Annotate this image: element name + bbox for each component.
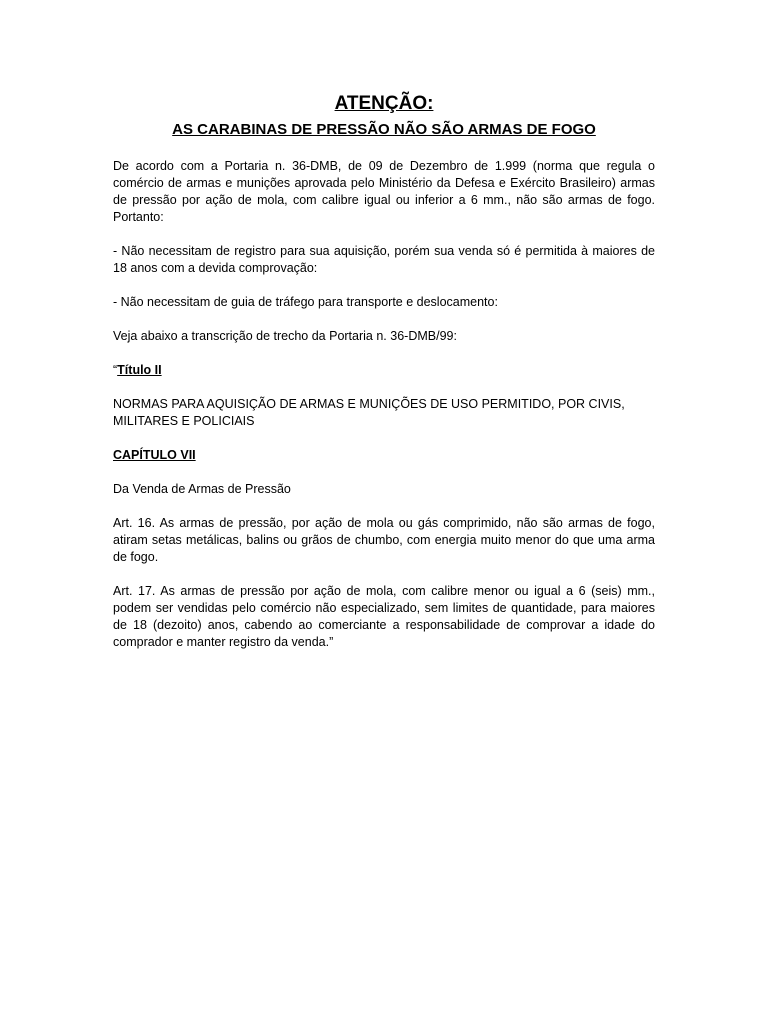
transcription-intro: Veja abaixo a transcrição de trecho da Portaria n. 36-DMB/99: bbox=[113, 329, 457, 343]
transport-item: - Não necessitam de guia de tráfego para transporte e deslocamento: bbox=[113, 295, 498, 309]
document-page bbox=[113, 92, 655, 668]
titulo-line bbox=[113, 362, 655, 379]
registration-item: - Não necessitam de registro para sua aquisição, porém sua venda só é permitida à maiores de 18 anos com a devida comprovação: bbox=[113, 244, 655, 275]
article-16: Art. 16. As armas de pressão, por ação de mola ou gás comprimido, não são armas de fogo, atiram setas metálicas, balins ou grãos de chumbo, com energia muito menor do que uma arma de fogo. bbox=[113, 516, 655, 564]
titulo-heading: Título II bbox=[117, 363, 162, 377]
document-subtitle: AS CARABINAS DE PRESSÃO NÃO SÃO ARMAS DE FOGO bbox=[172, 121, 596, 138]
capitulo-heading: CAPÍTULO VII bbox=[113, 448, 196, 462]
article-17: Art. 17. As armas de pressão por ação de mola, com calibre menor ou igual a 6 (seis) mm., podem ser vendidas pelo comércio não especializado, sem limites de quantidade, para maiores de 18 (dezoito) anos, cabendo ao comerciante a responsabilidade de comprovar a idade do comprador e manter registro da venda.” bbox=[113, 584, 655, 649]
document-title: ATENÇÃO: bbox=[334, 93, 434, 114]
opening-quote: “ bbox=[113, 363, 118, 377]
normas-heading: NORMAS PARA AQUISIÇÃO DE ARMAS E MUNIÇÕES DE USO PERMITIDO, POR CIVIS, MILITARES E POLICIAIS bbox=[113, 397, 625, 428]
intro-paragraph: De acordo com a Portaria n. 36-DMB, de 09 de Dezembro de 1.999 (norma que regula o comércio de armas e munições aprovada pelo Ministério da Defesa e Exército Brasileiro) armas de pressão por ação de mola, com calibre igual ou inferior a 6 mm., não são armas de fogo. Portanto: bbox=[113, 159, 655, 224]
venda-heading: Da Venda de Armas de Pressão bbox=[113, 482, 291, 496]
